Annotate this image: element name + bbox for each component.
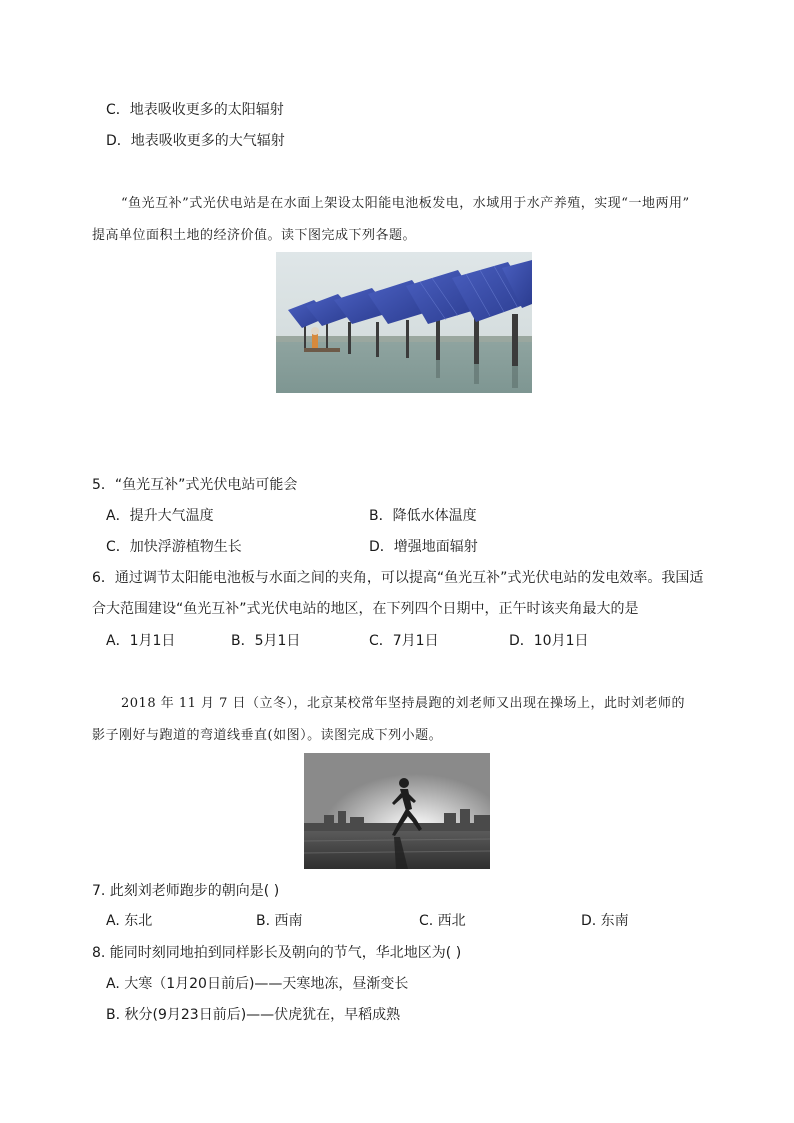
q8-option-b: B. 秋分(9月23日前后)——伏虎犹在，早稻成熟 bbox=[106, 1007, 401, 1023]
q5-stem: 5．“鱼光互补”式光伏电站可能会 bbox=[92, 477, 298, 493]
solar-panel-photo bbox=[276, 252, 532, 393]
q6-option-c: C．7月1日 bbox=[369, 633, 439, 649]
runner-photo bbox=[304, 753, 490, 869]
q6-stem-line2: 合大范围建设“鱼光互补”式光伏电站的地区，在下列四个日期中，正午时该夹角最大的是 bbox=[92, 601, 639, 617]
q7-option-d: D. 东南 bbox=[581, 913, 629, 929]
intro2-line1: 2018 年 11 月 7 日（立冬），北京某校常年坚持晨跑的刘老师又出现在操场上，此时刘老师的 bbox=[121, 696, 686, 711]
q5-option-b: B．降低水体温度 bbox=[369, 508, 477, 524]
intro1-line2: 提高单位面积土地的经济价值。读下图完成下列各题。 bbox=[92, 228, 417, 243]
q6-option-d: D．10月1日 bbox=[509, 633, 589, 649]
q7-option-a: A. 东北 bbox=[106, 913, 153, 929]
q4-option-c: C．地表吸收更多的太阳辐射 bbox=[106, 102, 284, 118]
q6-stem-line1: 6．通过调节太阳能电池板与水面之间的夹角，可以提高“鱼光互补”式光伏电站的发电效率。我国适 bbox=[92, 570, 704, 586]
q6-option-a: A．1月1日 bbox=[106, 633, 176, 649]
q5-option-a: A．提升大气温度 bbox=[106, 508, 214, 524]
q8-stem: 8. 能同时刻同地拍到同样影长及朝向的节气，华北地区为( ) bbox=[92, 945, 462, 961]
q7-stem: 7. 此刻刘老师跑步的朝向是( ) bbox=[92, 883, 280, 899]
q7-option-b: B. 西南 bbox=[256, 913, 303, 929]
q5-option-d: D．增强地面辐射 bbox=[369, 539, 478, 555]
q4-option-d: D．地表吸收更多的大气辐射 bbox=[106, 133, 285, 149]
q5-option-c: C．加快浮游植物生长 bbox=[106, 539, 242, 555]
q7-option-c: C. 西北 bbox=[419, 913, 466, 929]
q8-option-a: A. 大寒（1月20日前后)——天寒地冻，昼渐变长 bbox=[106, 976, 409, 992]
intro2-line2: 影子刚好与跑道的弯道线垂直(如图）。读图完成下列小题。 bbox=[92, 728, 443, 743]
intro1-line1: “鱼光互补”式光伏电站是在水面上架设太阳能电池板发电，水域用于水产养殖，实现“一地两用” bbox=[121, 196, 690, 211]
q6-option-b: B．5月1日 bbox=[231, 633, 301, 649]
